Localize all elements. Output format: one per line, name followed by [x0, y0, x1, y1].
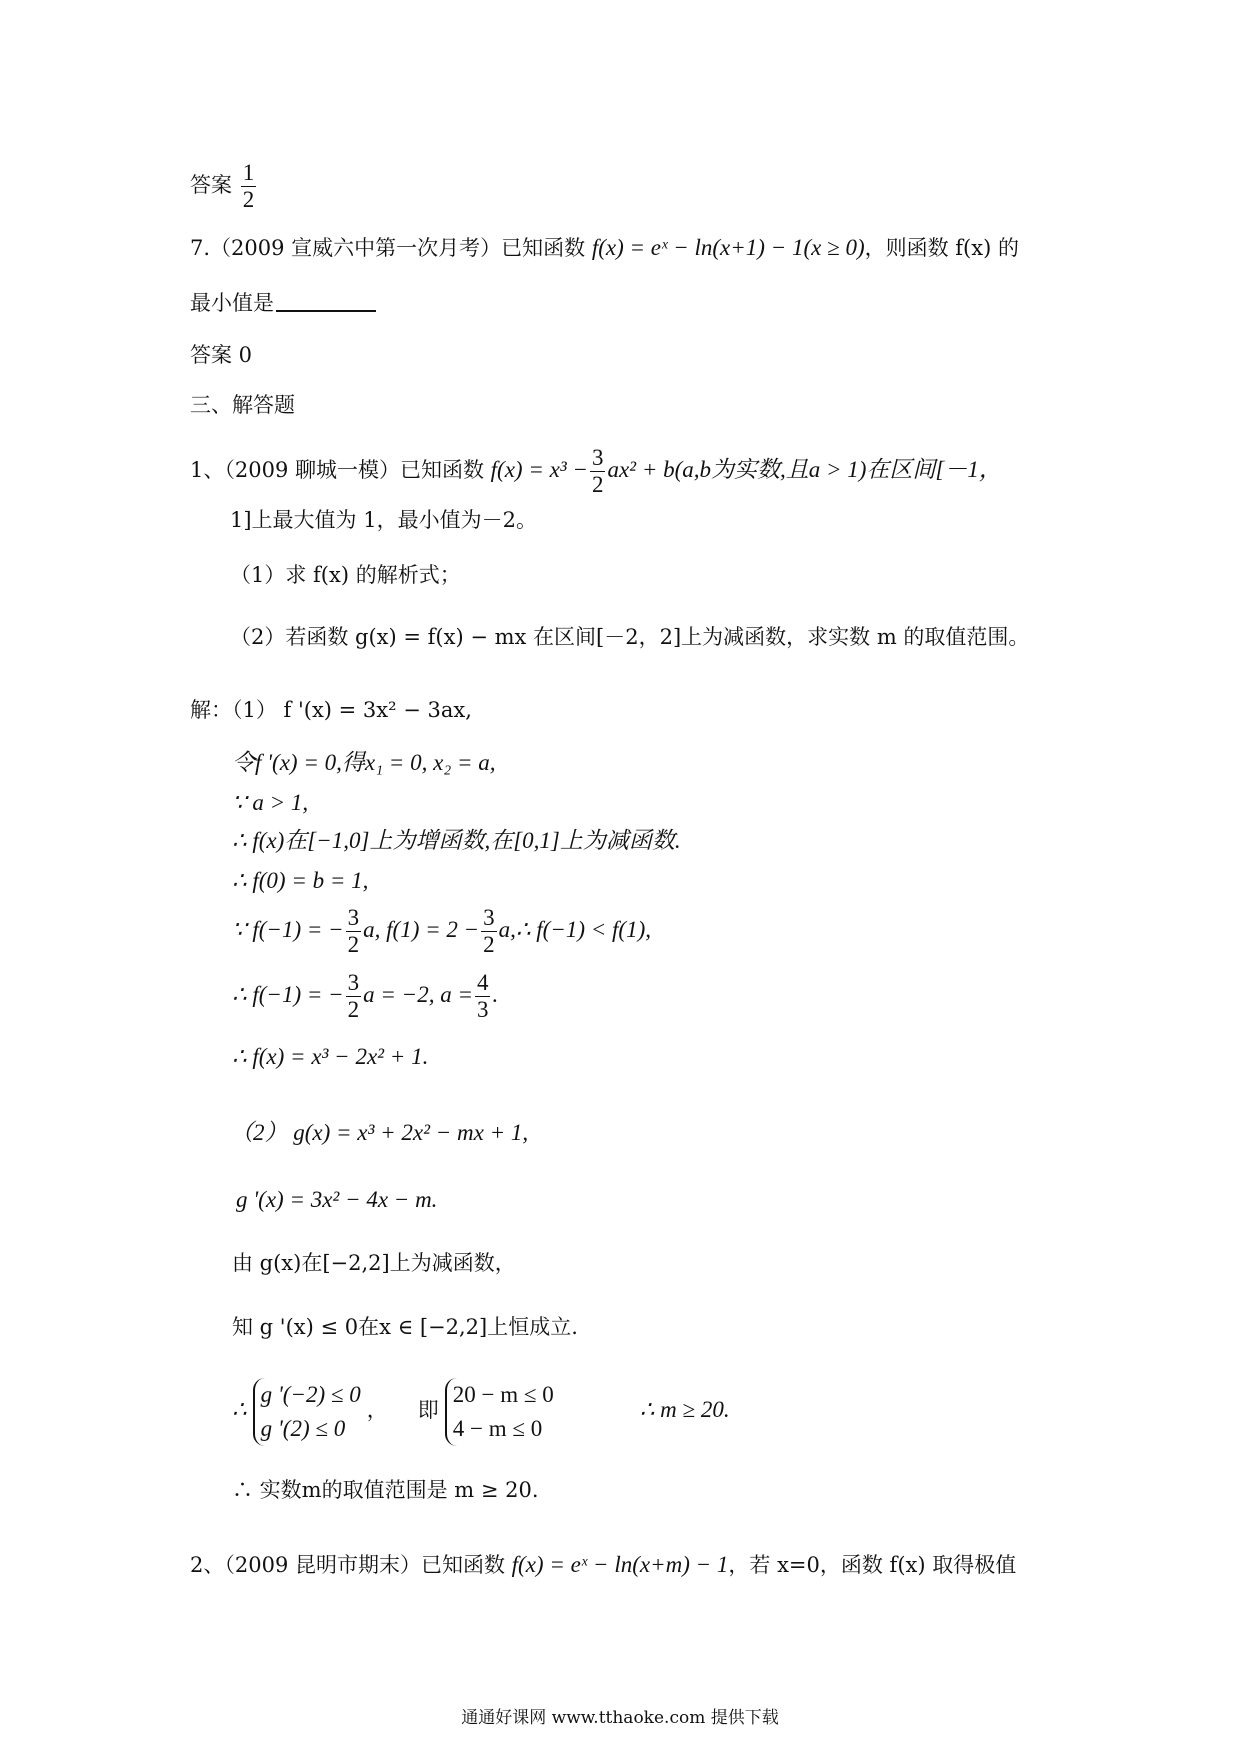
answer-fraction [241, 160, 257, 213]
fraction-denominator: 2 [483, 932, 495, 957]
question-1-prefix: 1、（2009 聊城一模）已知函数 [190, 458, 491, 482]
solution-line-1: 解：（1） f '(x) = 3x² − 3ax, [190, 698, 472, 722]
fraction-denominator: 2 [242, 187, 255, 212]
question-7-formula: f(x) = eˣ − ln(x+1) − 1(x ≥ 0) [591, 235, 865, 260]
solution-line-5: ∴ f(0) = b = 1, [232, 868, 369, 893]
fraction-numerator: 4 [476, 970, 489, 995]
fraction-3-2 [481, 905, 497, 958]
question-1-line2: 1]上最大值为 1，最小值为－2。 [230, 508, 537, 532]
answer-7: 答案 0 [190, 343, 253, 367]
solution-line-3: ∵ a > 1, [232, 790, 309, 815]
solution-part2-line1: （2） g(x) = x³ + 2x² − mx + 1, [230, 1120, 529, 1145]
answer-blank [276, 288, 376, 312]
system-row: 20 − m ≤ 0 [452, 1381, 554, 1407]
question-2-formula: f(x) = eˣ − ln(x+m) − 1 [511, 1552, 729, 1577]
inequality-system-a [253, 1378, 361, 1446]
inequality-system-b [445, 1378, 554, 1446]
fraction-3-2 [346, 905, 362, 958]
question-7-line1 [190, 233, 1019, 263]
solution-line-4: ∴ f(x)在[−1,0]上为增函数,在[0,1]上为减函数. [232, 828, 681, 853]
solution-text: a,∴ f(−1) < f(1), [498, 917, 651, 942]
answer-label: 答案 [190, 173, 232, 197]
solution-part2-line2: g '(x) = 3x² − 4x − m. [236, 1187, 438, 1212]
fraction-denominator: 2 [347, 997, 360, 1022]
fraction-numerator: 3 [347, 905, 360, 930]
system-row: g '(2) ≤ 0 [260, 1415, 346, 1441]
ji-text: 即 [417, 1398, 439, 1422]
question-7-line2 [190, 288, 376, 318]
question-7-prefix: 7.（2009 宣威六中第一次月考）已知函数 [190, 236, 592, 260]
fraction-denominator: 2 [591, 472, 604, 497]
solution-final: ∴ 实数m的取值范围是 m ≥ 20. [232, 1478, 539, 1502]
solution-text: ∵ f(−1) = − [232, 917, 344, 942]
system-row: 4 − m ≤ 0 [452, 1415, 543, 1441]
fraction-denominator: 2 [347, 932, 360, 957]
page-footer: 通通好课网 www.tthaoke.com 提供下载 [461, 1708, 779, 1728]
therefore-symbol: ∴ [232, 1397, 247, 1422]
fraction-3-2 [346, 970, 362, 1023]
question-1-formula-start: f(x) = x³ − [490, 457, 588, 482]
solution-text: a, f(1) = 2 − [363, 917, 480, 942]
answer-6-line [190, 160, 258, 213]
question-7-text: 最小值是 [190, 291, 274, 315]
section-heading: 三、解答题 [190, 393, 295, 417]
system-row: g '(−2) ≤ 0 [260, 1381, 361, 1407]
question-7-suffix: ，则函数 f(x) 的 [864, 236, 1019, 260]
comma: ， [366, 1398, 388, 1422]
solution-line-7 [232, 965, 498, 1025]
question-2-suffix: ，若 x=0，函数 f(x) 取得极值 [728, 1553, 1017, 1577]
fraction-denominator: 3 [476, 997, 489, 1022]
solution-system-line [232, 1370, 730, 1450]
question-2-prefix: 2、（2009 昆明市期末）已知函数 [190, 1553, 512, 1577]
solution-text: a = −2, a = [363, 982, 473, 1007]
question-1-formula-end: ax² + b(a,b为实数,且a > 1)在区间[－1， [607, 457, 1002, 482]
solution-text: ∴ f(−1) = − [232, 982, 344, 1007]
fraction-numerator: 1 [242, 160, 255, 185]
question-1-line1 [190, 440, 1002, 500]
conclusion: ∴ m ≥ 20. [639, 1397, 730, 1422]
question-1-part2: （2）若函数 g(x) = f(x) − mx 在区间[－2，2]上为减函数，求实数 m 的取值范围。 [230, 625, 1030, 649]
fraction-numerator: 3 [591, 445, 604, 470]
solution-line-8: ∴ f(x) = x³ − 2x² + 1. [232, 1044, 429, 1069]
fraction-4-3 [475, 970, 491, 1023]
solution-line-2: 令f '(x) = 0,得x₁ = 0, x₂ = a, [232, 750, 496, 775]
solution-line-6 [232, 900, 651, 960]
solution-text: . [492, 982, 499, 1007]
question-2-line1 [190, 1550, 1016, 1580]
fraction-numerator: 3 [347, 970, 360, 995]
fraction-numerator: 3 [483, 905, 495, 930]
question-1-fraction [590, 445, 606, 498]
solution-part2-line4: 知 g '(x) ≤ 0在x ∈ [−2,2]上恒成立. [232, 1315, 578, 1339]
solution-part2-line3: 由 g(x)在[−2,2]上为减函数， [232, 1251, 516, 1275]
question-1-part1: （1）求 f(x) 的解析式； [230, 563, 461, 587]
